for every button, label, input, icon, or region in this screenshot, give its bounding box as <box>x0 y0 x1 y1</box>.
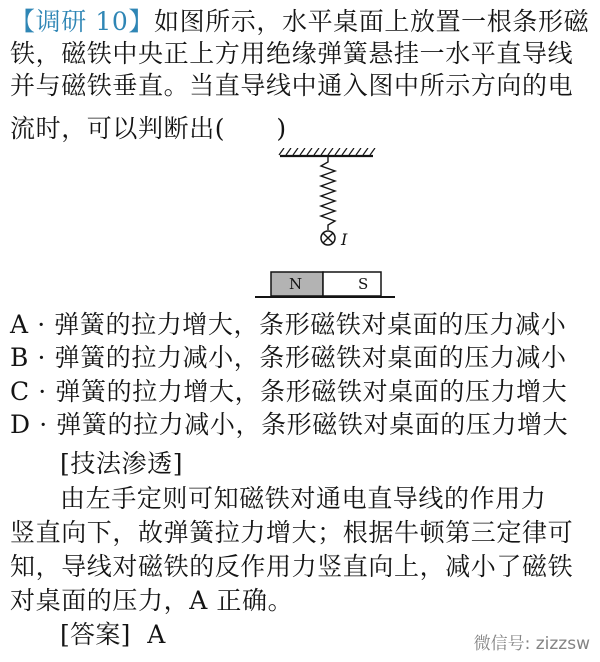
answer-label: [答案] <box>60 620 131 649</box>
analysis-line-2: 竖直向下，故弹簧拉力增大；根据牛顿第三定律可 <box>10 518 574 547</box>
magnet-south-label: S <box>358 275 369 293</box>
option-a: A · 弹簧的拉力增大，条形磁铁对桌面的压力减小 <box>10 310 567 339</box>
analysis-heading: [技法渗透] <box>60 449 184 478</box>
analysis-line-1: 由左手定则可知磁铁对通电直导线的作用力 <box>60 484 547 513</box>
analysis-line-4: 对桌面的压力，A 正确。 <box>10 586 294 615</box>
question-line-3: 并与磁铁垂直。当直导线中通入图中所示方向的电 <box>10 71 574 100</box>
question-text-1: 如图所示，水平桌面上放置一根条形磁 <box>153 7 590 36</box>
magnet-south-pole <box>323 272 381 296</box>
question-line-1 <box>10 7 589 37</box>
question-line-4: 流时，可以判断出( ) <box>10 114 287 143</box>
option-b: B · 弹簧的拉力减小，条形磁铁对桌面的压力减小 <box>10 343 567 372</box>
spring <box>321 157 335 230</box>
option-d: D · 弹簧的拉力减小，条形磁铁对桌面的压力增大 <box>10 410 569 439</box>
option-c: C · 弹簧的拉力增大，条形磁铁对桌面的压力增大 <box>10 377 568 406</box>
question-line-2: 铁，磁铁中央正上方用绝缘弹簧悬挂一水平直导线 <box>10 39 574 68</box>
watermark: 微信号: zizzsw <box>473 634 590 654</box>
analysis-line-3: 知，导线对磁铁的反作用力竖直向上，减小了磁铁 <box>10 552 574 581</box>
bar-magnet <box>271 272 381 296</box>
question-tag: 【调研 10】 <box>10 7 154 36</box>
answer-value: A <box>147 620 166 649</box>
physics-diagram <box>255 148 395 300</box>
current-into-page-icon <box>321 231 335 245</box>
ceiling-support <box>279 148 375 156</box>
current-label: I <box>341 230 348 249</box>
answer-line <box>60 620 166 650</box>
magnet-north-label: N <box>289 275 303 293</box>
